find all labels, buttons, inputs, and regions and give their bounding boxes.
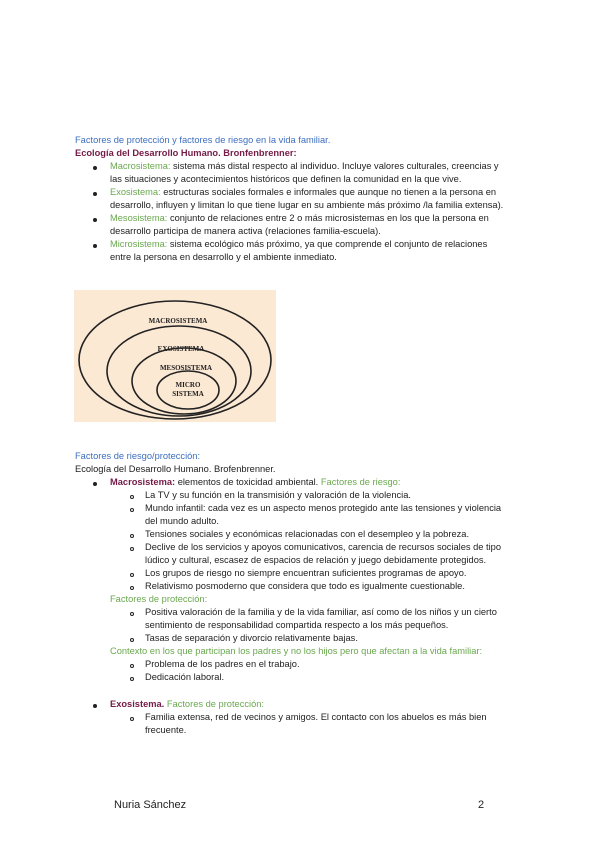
bullet-circle-icon (130, 573, 134, 577)
bullet-circle-icon (130, 612, 134, 616)
list-item: Tensiones sociales y económicas relacionadas con el desempleo y la pobreza. (145, 529, 470, 539)
label-mesosistema: MESOSISTEMA (159, 364, 213, 372)
bullet-dot-icon (93, 192, 97, 196)
risk-factors-label: Factores de riesgo: (320, 477, 401, 487)
bullet-circle-icon (130, 717, 134, 721)
list-item: Declive de los servicios y apoyos comunicativos, carencia de recursos sociales de tipo (145, 542, 502, 552)
term-exosistema: Exosistema: (110, 187, 161, 197)
label-micro: MICRO (175, 381, 201, 389)
definition-text: sistema más distal respecto al individuo. Incluye valores culturales, creencias y (170, 161, 499, 171)
bullet-circle-icon (130, 495, 134, 499)
term-macrosistema-2: Macrosistema: (110, 477, 176, 487)
bullet-dot-icon (93, 218, 97, 222)
label-macrosistema: MACROSISTEMA (148, 317, 208, 325)
bullet-dot-icon (93, 482, 97, 486)
bullet-dot-icon (93, 166, 97, 170)
section1-subtitle: Ecología del Desarrollo Humano. Bronfenbrenner: (75, 148, 297, 158)
term-microsistema: Microsistema: (110, 239, 168, 249)
list-item (110, 212, 489, 225)
bullet-dot-icon (93, 704, 97, 708)
bronfenbrenner-diagram (74, 290, 276, 422)
list-item: La TV y su función en la transmisión y valoración de la violencia. (145, 490, 411, 500)
definition-text: estructuras sociales formales e informales que aunque no tienen a la persona en (160, 187, 497, 197)
list-item-continuation: lúdico y cultural, escasez de espacios de relación y juego debidamente protegidos. (145, 555, 487, 565)
protection-factors-label: Factores de protección: (164, 699, 264, 709)
bullet-circle-icon (130, 547, 134, 551)
list-item: Tasas de separación y divorcio relativamente bajas. (145, 633, 358, 643)
protection-factors-label: Factores de protección: (110, 594, 208, 604)
definition-text: desarrollo, influyen y limitan lo que tiene lugar en su ambiente más próximo /la familia extensa). (110, 200, 504, 210)
list-item: Relativismo posmoderno que considera que todo es igualmente cuestionable. (145, 581, 465, 591)
list-item (110, 476, 400, 489)
list-item: Positiva valoración de la familia y de la vida familiar, así como de los niños y un cierto (145, 607, 497, 617)
term-macrosistema: Macrosistema: (110, 161, 171, 171)
bullet-circle-icon (130, 534, 134, 538)
term-mesosistema: Mesosistema: (110, 213, 168, 223)
footer-author: Nuria Sánchez (114, 799, 187, 811)
page-number: 2 (478, 799, 485, 811)
list-item: Los grupos de riesgo no siempre encuentran suficientes programas de apoyo. (145, 568, 467, 578)
list-item-continuation: frecuente. (145, 725, 187, 735)
list-item: Dedicación laboral. (145, 672, 225, 682)
label-sistema: SISTEMA (172, 390, 204, 398)
bullet-circle-icon (130, 508, 134, 512)
label-exosistema: EXOSISTEMA (157, 345, 205, 353)
bullet-circle-icon (130, 586, 134, 590)
definition-text: entre la persona en desarrollo y el ambiente inmediato. (110, 252, 337, 262)
context-label: Contexto en los que participan los padres y no los hijos pero que afectan a la vida familiar: (110, 646, 483, 656)
list-item-continuation: sentimiento de responsabilidad compartida respecto a los más pequeños. (145, 620, 449, 630)
definition-text: desarrollo participa de manera activa (relaciones familia-escuela). (110, 226, 381, 236)
definition-text: las situaciones y acontecimientos históricos que definen la comunidad en la que vive. (110, 174, 462, 184)
definition-text: conjunto de relaciones entre 2 o más microsistemas en los que la persona en (167, 213, 489, 223)
section1-title: Factores de protección y factores de riesgo en la vida familiar. (75, 135, 331, 145)
list-item (110, 186, 496, 199)
list-item: Familia extensa, red de vecinos y amigos. El contacto con los abuelos es más bien (145, 712, 487, 722)
bullet-circle-icon (130, 664, 134, 668)
nested-ellipses-diagram (74, 290, 276, 422)
bullet-circle-icon (130, 677, 134, 681)
list-item-continuation: del mundo adulto. (145, 516, 219, 526)
definition-text: elementos de toxicidad ambiental. (175, 477, 321, 487)
section2-subtitle: Ecología del Desarrollo Humano. Brofenbrenner. (75, 464, 276, 474)
definition-text: sistema ecológico más próximo, ya que comprende el conjunto de relaciones (167, 239, 488, 249)
list-item: Problema de los padres en el trabajo. (145, 659, 300, 669)
bullet-dot-icon (93, 244, 97, 248)
list-item (110, 698, 264, 711)
list-item: Mundo infantil: cada vez es un aspecto menos protegido ante las tensiones y violencia (145, 503, 502, 513)
term-exosistema-2: Exosistema. (110, 699, 165, 709)
bullet-circle-icon (130, 638, 134, 642)
list-item (110, 238, 487, 251)
list-item (110, 160, 499, 173)
section2-title: Factores de riesgo/protección: (75, 451, 201, 461)
